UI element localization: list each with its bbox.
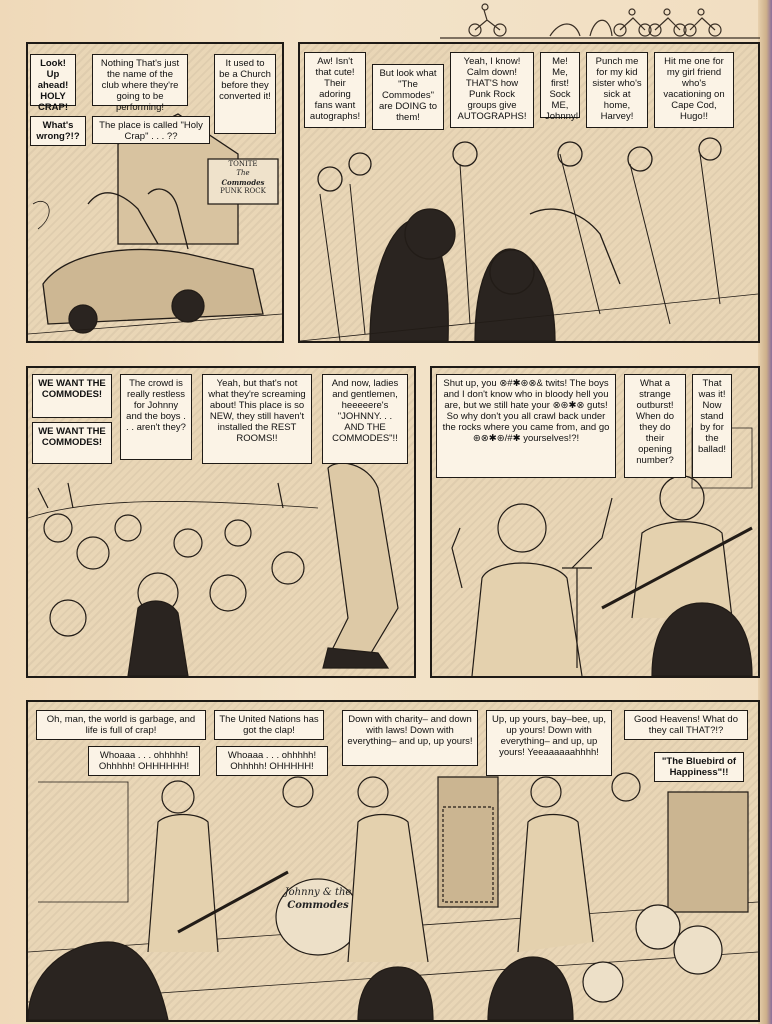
speech-bubble: Yeah, I know! Calm down! THAT'S how Punk Rock groups give AUTOGRAPHS! (450, 52, 534, 128)
speech-bubble: "The Bluebird of Happiness"!! (654, 752, 744, 782)
speech-bubble: The United Nations has got the clap! (214, 710, 324, 740)
speech-bubble: The crowd is really restless for Johnny and the boys . . . aren't they? (120, 374, 192, 460)
speech-bubble: Aw! Isn't that cute! Their adoring fans want autographs! (304, 52, 366, 128)
speech-bubble: Good Heavens! What do they call THAT?!? (624, 710, 748, 740)
speech-bubble: Up, up yours, bay–bee, up, up yours! Down with everything– and up, up yours! Yeeaaaaaahhhh! (486, 710, 612, 776)
drum-text-3: the (334, 887, 352, 898)
speech-bubble: Oh, man, the world is garbage, and life is full of crap! (36, 710, 206, 740)
speech-bubble: WE WANT THE COMMODES! (32, 374, 112, 418)
sign-line-1: TONITE (228, 160, 258, 168)
panel-car-arrival (26, 42, 284, 343)
speech-bubble: Whoaaa . . . ohhhhh! Ohhhhh! OHHHHHH! (88, 746, 200, 776)
speech-bubble: It used to be a Church before they converted it! (214, 54, 276, 134)
bass-drum-logo (280, 886, 356, 950)
page-spine-edge (758, 0, 772, 1024)
panel-restless-crowd (26, 366, 416, 678)
speech-bubble: The place is called "Holy Crap" . . . ?? (92, 116, 210, 144)
panel-autographs (298, 42, 760, 343)
panel-band-performance (26, 700, 760, 1022)
speech-bubble: Nothing That's just the name of the club where they're going to be performing! (92, 54, 188, 106)
speech-bubble: Me! Me, first! Sock ME, Johnny! (540, 52, 580, 118)
drum-text-2: & (322, 887, 332, 898)
speech-bubble: That was it! Now stand by for the ballad! (692, 374, 732, 478)
speech-bubble: Yeah, but that's not what they're screaming about! This place is so NEW, they still haven't installed the REST ROOMS!! (202, 374, 312, 464)
speech-bubble: Look! Up ahead! HOLY CRAP! (30, 54, 76, 106)
header-cyclists-doodle (440, 0, 760, 40)
speech-bubble: But look what "The Commodes" are DOING to them! (372, 64, 444, 130)
speech-bubble: Shut up, you ⊗#✱⊛⊗& twits! The boys and I don't know who in bloody hell you are, but we still hate your ⊗⊛✱⊗ guts! So why don't you all crawl back under the rocks where you came from, and go ⊛⊗✱⊛/#✱ yourselves!?! (436, 374, 616, 478)
sign-line-4: PUNK ROCK (220, 187, 266, 195)
panel-johnny-outburst (430, 366, 760, 678)
speech-bubble: What's wrong?!? (30, 116, 86, 146)
speech-bubble: And now, ladies and gentlemen, heeeeere's "JOHNNY. . . AND THE COMMODES"!! (322, 374, 408, 464)
speech-bubble: What a strange outburst! When do they do their opening number? (624, 374, 686, 478)
speech-bubble: Punch me for my kid sister who's sick at home, Harvey! (586, 52, 648, 128)
speech-bubble: Whoaaa . . . ohhhhh! Ohhhhh! OHHHHH! (216, 746, 328, 776)
speech-bubble: WE WANT THE COMMODES! (32, 422, 112, 464)
sign-line-2: The (236, 169, 250, 177)
sign-line-3: Commodes (221, 178, 265, 187)
speech-bubble: Hit me one for my girl friend who's vacationing on Cape Cod, Hugo!! (654, 52, 734, 128)
drum-text-1: Johnny (284, 887, 320, 898)
drum-text-4: Commodes (287, 900, 349, 911)
church-sign (210, 160, 276, 202)
speech-bubble: Down with charity– and down with laws! Down with everything– and up, up yours! (342, 710, 478, 766)
